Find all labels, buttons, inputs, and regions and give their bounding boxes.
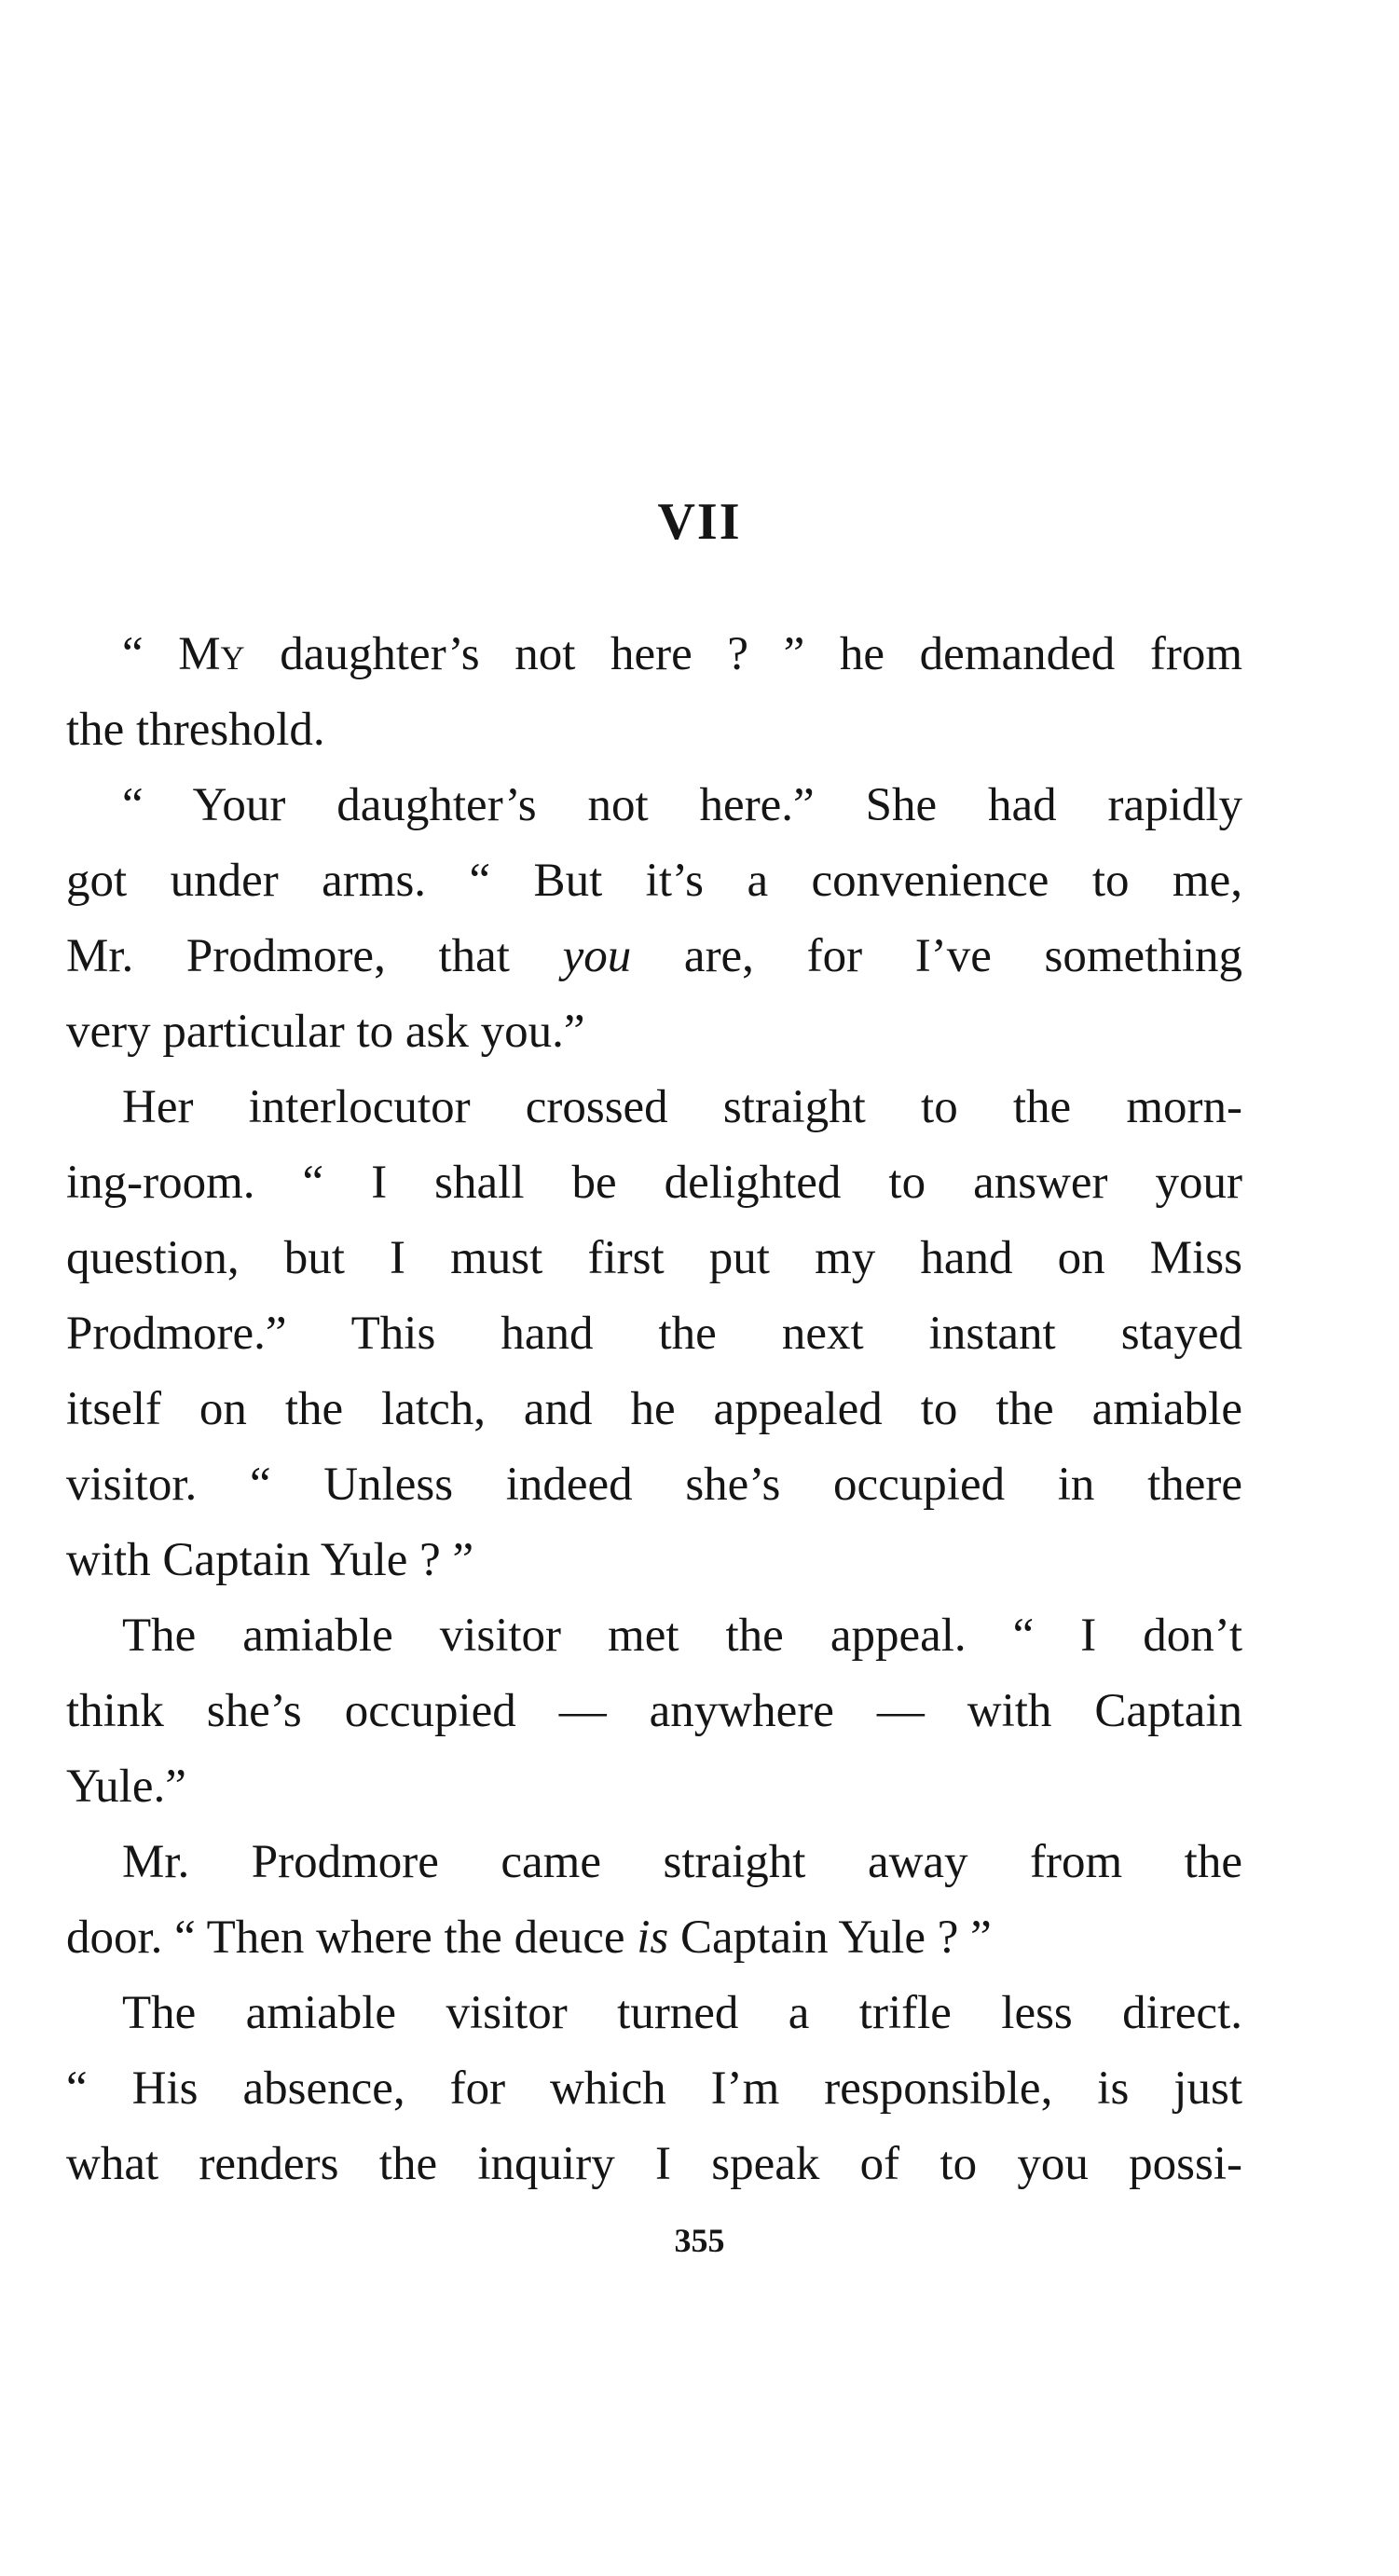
- chapter-heading: VII: [657, 493, 742, 551]
- line-fragment: door. “ Then where the deuce: [66, 1911, 638, 1964]
- italic-word: you: [562, 930, 632, 982]
- text-line: what renders the inquiry I speak of to you possi-: [66, 2138, 1242, 2190]
- page-number: 355: [674, 2222, 725, 2259]
- line-fragment: “: [122, 628, 179, 680]
- text-line: itself on the latch, and he appealed to the amiable: [66, 1383, 1242, 1435]
- italic-word: is: [637, 1911, 669, 1964]
- text-line: got under arms. “ But it’s a convenience to me,: [66, 855, 1242, 907]
- text-line: with Captain Yule ? ”: [66, 1534, 474, 1586]
- text-line: question, but I must first put my hand on Miss: [66, 1232, 1242, 1284]
- text-line: [66, 1910, 1242, 1966]
- small-caps-word: My: [178, 628, 245, 680]
- text-line: Yule.”: [66, 1761, 186, 1813]
- text-line: ing-room. “ I shall be delighted to answer your: [66, 1157, 1242, 1209]
- line-fragment: Mr. Prodmore, that: [66, 930, 563, 982]
- text-line: very particular to ask you.”: [66, 1006, 585, 1058]
- text-line: [66, 928, 1242, 984]
- text-line: Mr. Prodmore came straight away from the: [122, 1836, 1242, 1888]
- text-line: think she’s occupied — anywhere — with Captain: [66, 1685, 1242, 1737]
- text-line: Prodmore.” This hand the next instant stayed: [66, 1308, 1242, 1360]
- line-fragment: are, for I’ve something: [631, 930, 1242, 982]
- line-fragment: Captain Yule ? ”: [668, 1911, 992, 1964]
- text-line: “ His absence, for which I’m responsible, is just: [66, 2062, 1242, 2115]
- text-line: “ Your daughter’s not here.” She had rapidly: [122, 779, 1242, 831]
- text-line: The amiable visitor turned a trifle less direct.: [122, 1987, 1242, 2039]
- text-line: the threshold.: [66, 704, 325, 756]
- text-line: [122, 626, 1242, 682]
- text-line: visitor. “ Unless indeed she’s occupied in there: [66, 1459, 1242, 1511]
- text-line: Her interlocutor crossed straight to the morn-: [122, 1081, 1242, 1133]
- line-fragment: daughter’s not here ? ” he demanded from: [244, 628, 1242, 680]
- text-line: The amiable visitor met the appeal. “ I don’t: [122, 1610, 1242, 1662]
